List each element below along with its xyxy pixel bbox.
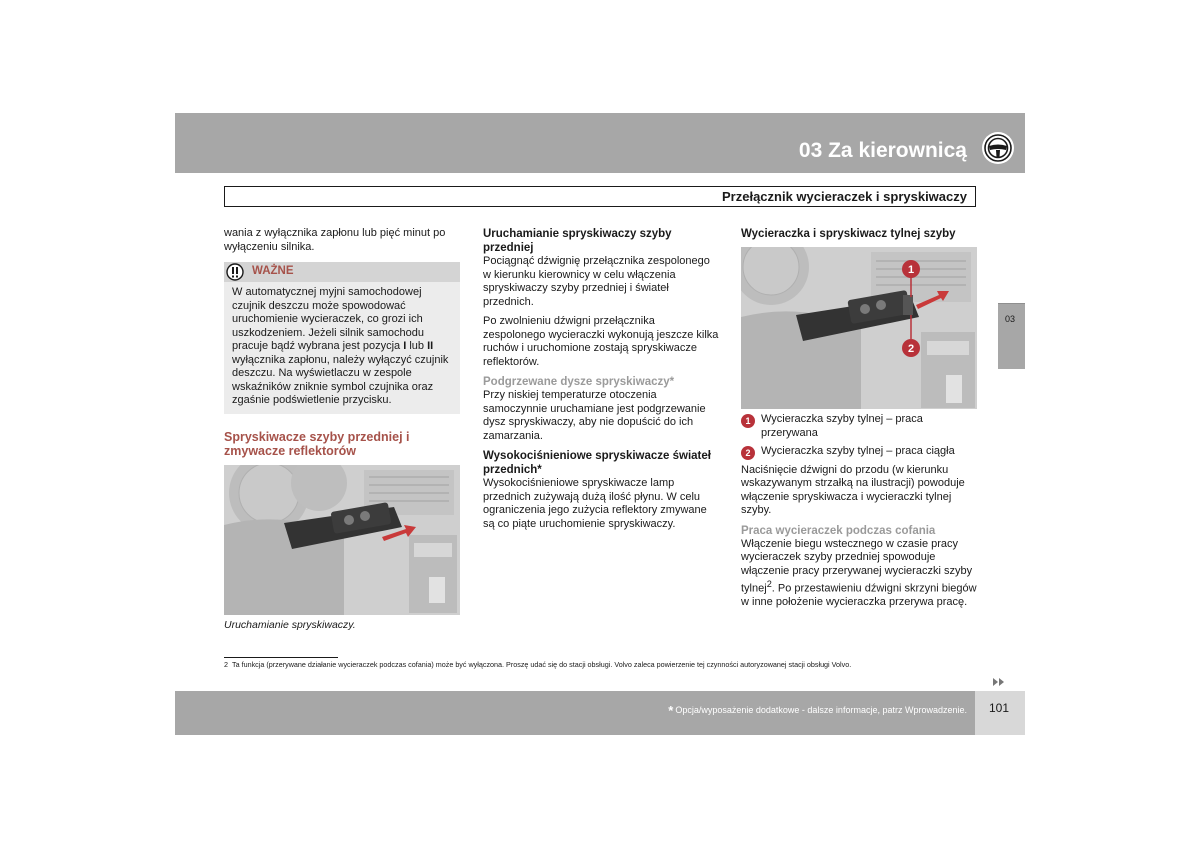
headlamp-washer-heading: Spryskiwacze szyby przedniej i zmywacze reflektorów <box>224 429 410 458</box>
legend-number: 1 <box>741 414 755 428</box>
footnote-text: Ta funkcja (przerywane działanie wycieraczek podczas cofania) może być wyłączona. Proszę udać się do stacji obsługi. Volvo zaleca powierzenie tej czynności autoryzowanej stacji obsługi Volvo. <box>232 660 852 669</box>
steering-wheel-icon <box>981 131 1015 165</box>
page-footer <box>175 691 975 735</box>
legend-item-1 <box>741 413 977 440</box>
reverse-wiper-text: Włączenie biegu wstecznego w czasie pracy wycieraczek szyby przedniej spowoduje włączenie pracy przerywanej wycieraczki szyby tylnej$^2$. Po przestawieniu dźwigni skrzyni biegów w inne położenie wycieraczka przerywa pracę. <box>741 537 977 609</box>
high-pressure-washer-heading: Wysokociśnieniowe spryskiwacze świateł przednich* <box>483 450 711 476</box>
chapter-title: 03 Za kierownicą <box>798 139 967 162</box>
footnote-reference: 2 <box>766 579 772 589</box>
intro-paragraph: wania z wyłącznika zapłonu lub pięć minut po wyłączeniu silnika. <box>224 227 446 253</box>
svg-text:2: 2 <box>907 343 915 355</box>
continue-arrows-icon <box>992 678 1006 686</box>
footnote-divider <box>224 657 338 658</box>
legend-item-2 <box>741 445 977 459</box>
photo-caption: Uruchamianie spryskiwaczy. <box>224 618 356 631</box>
legend-number: 2 <box>741 446 755 460</box>
page-number-box <box>975 691 1025 735</box>
warning-box <box>224 262 460 414</box>
chapter-header <box>175 113 1025 173</box>
rear-washer-text: Naciśnięcie dźwigni do przodu (w kierunku wskazywanym strzałką na ilustracji) powoduje włączenie spryskiwacza i wycieraczki tylnej szyby. <box>741 463 965 516</box>
footnote <box>224 660 980 669</box>
page-number: 101 <box>989 701 1010 715</box>
ignition-position-2: II <box>427 340 434 352</box>
column-3 <box>741 227 977 616</box>
column-2 <box>483 227 719 537</box>
ignition-position-1: I <box>403 340 407 352</box>
section-title: Przełącznik wycieraczek i spryskiwaczy <box>722 189 967 204</box>
side-tab-label: 03 <box>1005 314 1016 324</box>
footnote-number: 2 <box>224 660 228 669</box>
legend-text: Wycieraczka szyby tylnej – praca przerywana <box>761 413 923 439</box>
rear-wiper-photo <box>741 247 977 409</box>
svg-text:1: 1 <box>907 264 915 276</box>
warning-label: WAŻNE <box>252 265 294 277</box>
column-1 <box>224 227 460 632</box>
warning-text: W automatycznej myjni samochodowej czujnik deszczu może spowodować uruchomienie wycieraczek, co grozi ich uszkodzeniem. Jeżeli silnik samochodu pracuje bądź wybrana jest pozycja I lub II wyłącznika zapłonu, należy wyłączyć czujnik deszczu. Na wyświetlaczu w zespole wskaźników zniknie symbol czujnika oraz zgaśnie podświetlenie przycisku. <box>232 286 449 406</box>
warning-header <box>224 262 460 282</box>
chapter-side-tab <box>998 303 1025 369</box>
windscreen-washer-heading: Uruchamianie spryskiwaczy szyby przedniej <box>483 228 672 254</box>
footer-note <box>668 703 967 718</box>
heated-nozzles-heading: Podgrzewane dysze spryskiwaczy* <box>483 376 675 388</box>
section-title-box <box>224 186 976 207</box>
reverse-wiper-heading: Praca wycieraczek podczas cofania <box>741 524 936 537</box>
footer-star: * <box>668 703 674 718</box>
legend-text: Wycieraczka szyby tylnej – praca ciągła <box>761 445 955 457</box>
footer-note-text: Opcja/wyposażenie dodatkowe - dalsze informacje, patrz Wprowadzenie. <box>675 705 967 715</box>
exclamation-icon <box>226 263 244 281</box>
heated-nozzles-text: Przy niskiej temperaturze otoczenia samoczynnie uruchamiane jest podgrzewanie dysz spryskiwaczy, aby nie dopuścić do ich zamarzania. <box>483 389 706 442</box>
washer-release-text: Po zwolnieniu dźwigni przełącznika zespolonego wycieraczki wykonują jeszcze kilka ruchów i uruchomione zostają spryskiwacze reflektorów. <box>483 315 719 368</box>
high-pressure-washer-text: Wysokociśnieniowe spryskiwacze lamp przednich zużywają dużą ilość płynu. W celu ograniczenia jego zużycia reflektory zmywane są co piąte uruchomienie spryskiwaczy. <box>483 477 707 530</box>
rear-wiper-heading: Wycieraczka i spryskiwacz tylnej szyby <box>741 228 956 240</box>
windscreen-washer-text: Pociągnąć dźwignię przełącznika zespolonego w kierunku kierownicy w celu włączenia spryskiwaczy szyby przedniej i świateł przednich. <box>483 255 710 308</box>
washer-stalk-photo <box>224 465 460 615</box>
